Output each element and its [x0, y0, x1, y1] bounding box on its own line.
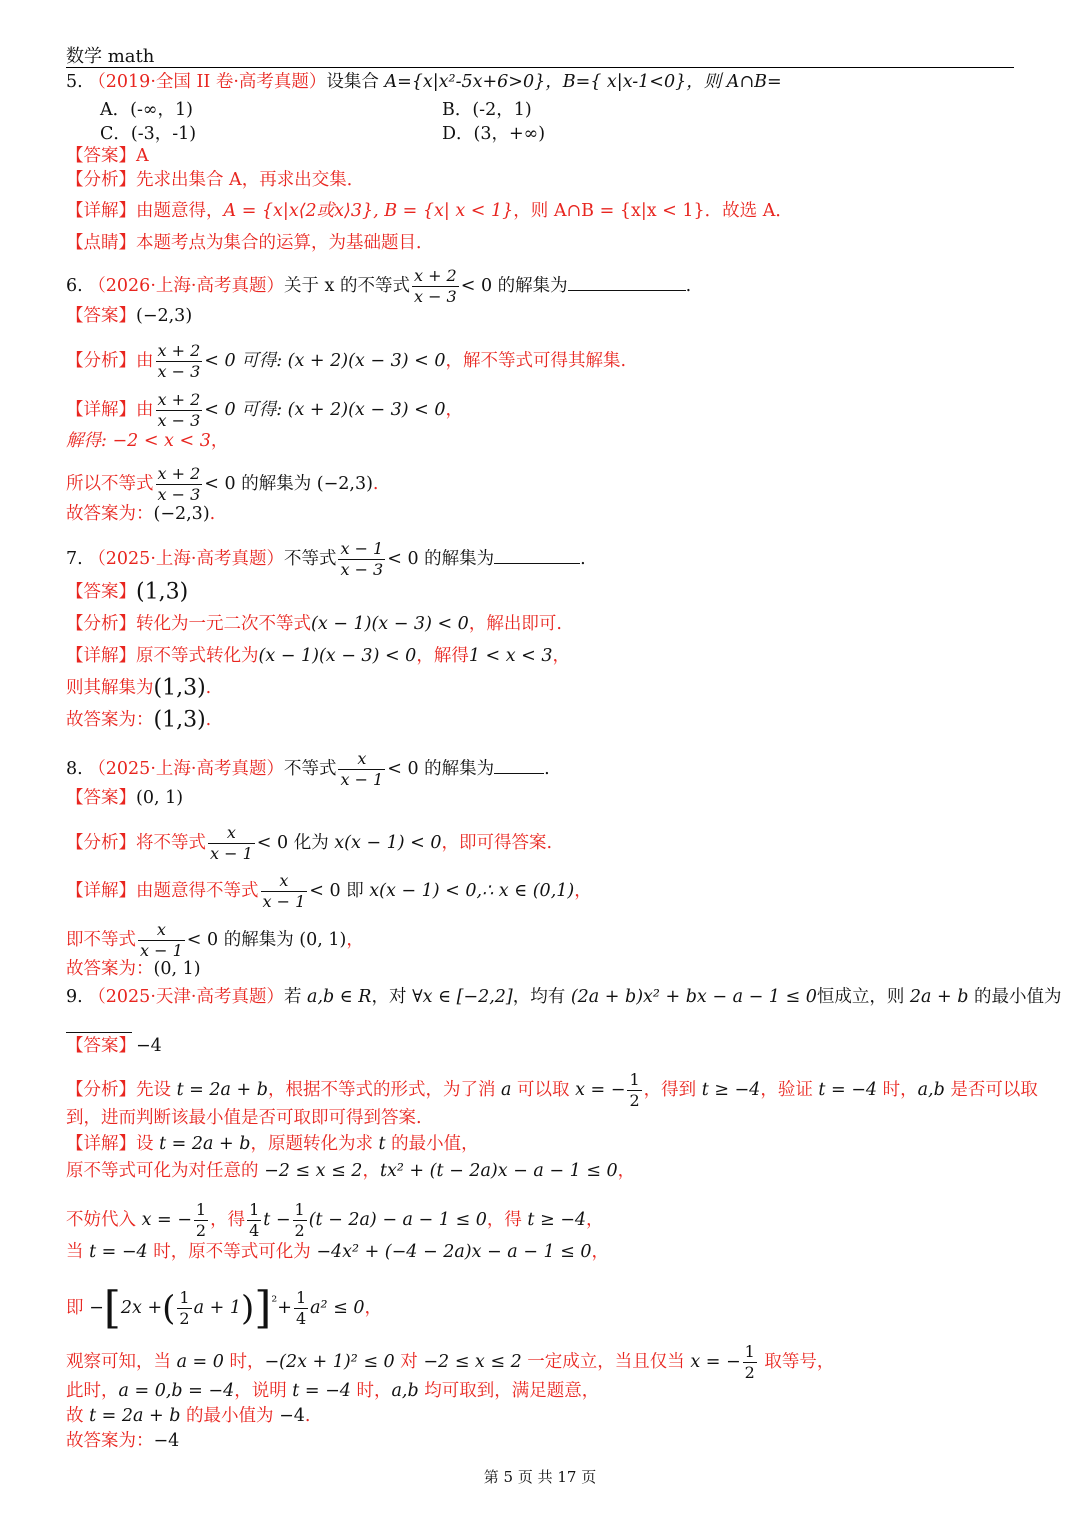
- header-title: 数学 math: [66, 46, 155, 67]
- q6-stem: 6. （2026·上海·高考真题）关于 x 的不等式 $\frac{x + 2}{x - 3}$ < 0 的解集为 .: [66, 266, 692, 306]
- q8-stem: 8. （2025·上海·高考真题）不等式 $\frac{x}{x - 1}$ < 0 的解集为 .: [66, 749, 550, 789]
- answer-blank: [494, 547, 580, 564]
- q9-detail-7: 此时，a = 0,b = −4，说明 t = −4 时，a,b 均可取到，满足题意，: [66, 1381, 600, 1401]
- q5-option-a: A．(-∞，1): [100, 100, 193, 120]
- q8-answer: 【答案】(0, 1): [66, 788, 184, 808]
- q9-answer: 【答案】−4: [66, 1036, 162, 1056]
- q6-solution-set: 所以不等式 $\frac{x + 2}{x - 3}$ < 0 的解集为 (−2,3).: [66, 464, 379, 504]
- q7-detail: 【详解】原不等式转化为(x − 1)(x − 3) < 0，解得1 < x < 3，: [66, 646, 571, 666]
- q5-source: （2019·全国 II 卷·高考真题）: [88, 72, 327, 92]
- q7-analysis: 【分析】转化为一元二次不等式(x − 1)(x − 3) < 0，解出即可.: [66, 614, 562, 634]
- q6-answer: 【答案】(−2,3): [66, 306, 193, 326]
- q5-option-b: B．(-2，1): [442, 100, 532, 120]
- q9-detail-3: 不妨代入 x = − $\frac{1}{2}$ ，得 $\frac{1}{4}$ t − $\frac{1}{2}$ (t − 2a) − a − 1 ≤ 0，得 t ≥ −4，: [66, 1200, 604, 1240]
- q6-analysis: 【分析】由 $\frac{x + 2}{x - 3}$ < 0 可得: (x + 2)(x − 3) < 0，解不等式可得其解集.: [66, 341, 627, 381]
- q9-final: 故答案为：−4: [66, 1431, 180, 1451]
- q9-detail-6: 观察可知，当 a = 0 时，−(2x + 1)² ≤ 0 对 −2 ≤ x ≤ 2 一定成立，当且仅当 x = − $\frac{1}{2}$ 取等号，: [66, 1342, 835, 1382]
- q8-analysis: 【分析】将不等式 $\frac{x}{x - 1}$ < 0 化为 x(x − 1) < 0，即可得答案.: [66, 823, 553, 863]
- q5-analysis: 【分析】先求出集合 A，再求出交集．: [66, 170, 365, 190]
- q5-answer: 【答案】A: [66, 146, 149, 166]
- q5-stem: 5. （2019·全国 II 卷·高考真题）设集合 A={x|x²-5x+6>0}，B={ x|x-1<0}，则 A∩B=: [66, 72, 782, 92]
- q6-detail: 【详解】由 $\frac{x + 2}{x - 3}$ < 0 可得: (x + 2)(x − 3) < 0，: [66, 390, 463, 430]
- q9-detail-2: 原不等式可化为对任意的 −2 ≤ x ≤ 2，tx² + (t − 2a)x − a − 1 ≤ 0，: [66, 1161, 636, 1181]
- q6-final: 故答案为：(−2,3).: [66, 504, 216, 524]
- header-rule: [66, 67, 1014, 68]
- q8-final: 故答案为：(0, 1): [66, 959, 201, 979]
- q8-solution-set: 即不等式 $\frac{x}{x - 1}$ < 0 的解集为 (0, 1)，: [66, 920, 364, 960]
- q7-solution-set: 则其解集为(1,3).: [66, 675, 212, 701]
- answer-blank: [568, 274, 686, 291]
- q6-fraction: $\frac{x + 2}{x - 3}$: [413, 266, 457, 306]
- page-footer: 第 5 页 共 17 页: [483, 1468, 597, 1486]
- q5-comment: 【点睛】本题考点为集合的运算，为基础题目．: [66, 233, 434, 253]
- q5-detail: 【详解】由题意得，A = {x|x⟨2或x⟩3}, B = {x| x < 1}，则 A∩B = {x|x < 1}．故选 A．: [66, 201, 793, 221]
- q8-detail: 【详解】由题意得不等式 $\frac{x}{x - 1}$ < 0 即 x(x − 1) < 0,∴ x ∈ (0,1)，: [66, 871, 592, 911]
- q9-detail-8: 故 t = 2a + b 的最小值为 −4.: [66, 1406, 311, 1426]
- q9-analysis-line2: 到，进而判断该最小值是否可取即可得到答案.: [66, 1108, 422, 1128]
- q5-option-d: D．(3，+∞): [442, 124, 546, 144]
- q7-answer: 【答案】(1,3): [66, 579, 189, 605]
- q7-stem: 7. （2025·上海·高考真题）不等式 $\frac{x - 1}{x - 3}$ < 0 的解集为 .: [66, 539, 586, 579]
- q9-stem: 9. （2025·天津·高考真题）若 a,b ∈ R，对 ∀x ∈ [−2,2]，均有 (2a + b)x² + bx − a − 1 ≤ 0恒成立，则 2a + b 的最小值为: [66, 987, 1062, 1007]
- q5-option-c: C．(-3，-1): [100, 124, 197, 144]
- answer-blank: [494, 757, 544, 774]
- q9-detail-5: 即 −[2x +( $\frac{1}{2}$ a + 1)]$^{^2}$+ $\frac{1}{4}$ a² ≤ 0，: [66, 1282, 382, 1334]
- q9-detail-1: 【详解】设 t = 2a + b，原题转化为求 t 的最小值，: [66, 1134, 479, 1154]
- answer-blank: [66, 1016, 132, 1033]
- q9-analysis: 【分析】先设 t = 2a + b，根据不等式的形式，为了消 a 可以取 x = − $\frac{1}{2}$ ，得到 t ≥ −4，验证 t = −4 时，a,b 是否可以取: [66, 1070, 1038, 1110]
- q7-final: 故答案为：(1,3).: [66, 707, 212, 733]
- q9-detail-4: 当 t = −4 时，原不等式可化为 −4x² + (−4 − 2a)x − a − 1 ≤ 0，: [66, 1242, 610, 1262]
- q6-solve: 解得: −2 < x < 3，: [66, 431, 229, 451]
